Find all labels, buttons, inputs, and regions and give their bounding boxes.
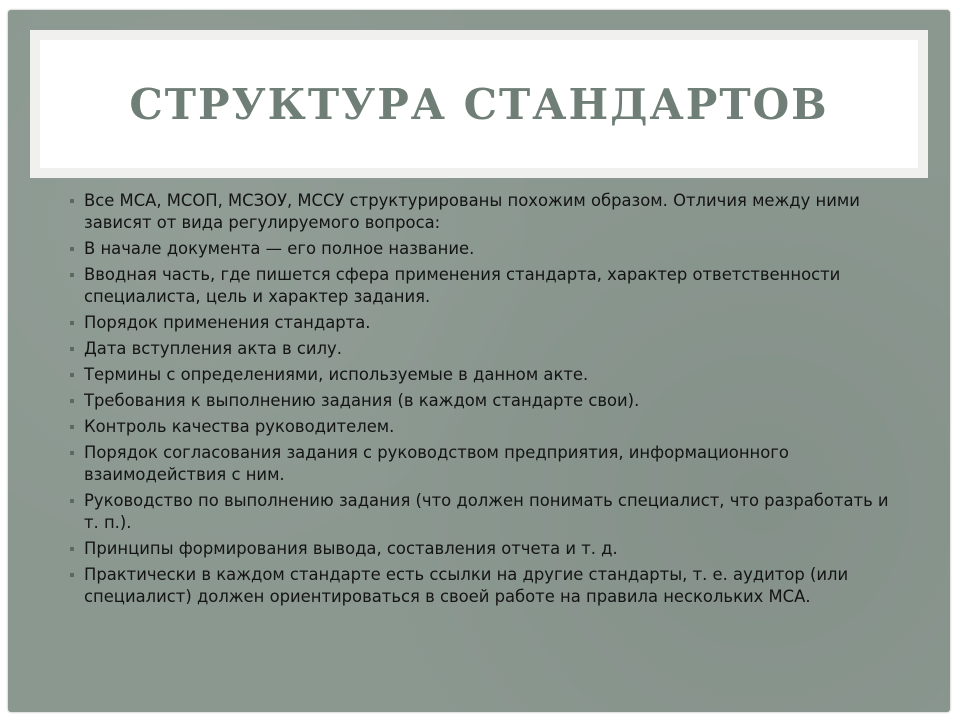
bullet-square-icon (70, 199, 74, 203)
bullet-item (70, 490, 900, 534)
bullet-text: Термины с определениями, используемые в данном акте. (84, 365, 589, 384)
bullet-square-icon (70, 347, 74, 351)
bullet-text: Порядок согласования задания с руководством предприятия, информационного взаимодействия с ним. (84, 443, 789, 484)
slide-title: СТРУКТУРА СТАНДАРТОВ (129, 79, 829, 129)
slide (8, 10, 950, 712)
bullet-item (70, 564, 900, 608)
bullet-text: Порядок применения стандарта. (84, 313, 371, 332)
bullet-item (70, 416, 900, 438)
bullet-item (70, 190, 900, 234)
bullet-item (70, 364, 900, 386)
bullet-item (70, 538, 900, 560)
bullet-square-icon (70, 451, 74, 455)
bullet-text: Принципы формирования вывода, составления отчета и т. д. (84, 539, 618, 558)
bullet-item (70, 264, 900, 308)
bullet-square-icon (70, 573, 74, 577)
bullet-text: Вводная часть, где пишется сфера применения стандарта, характер ответственности специалиста, цель и характер задания. (84, 265, 841, 306)
bullet-text: Контроль качества руководителем. (84, 417, 395, 436)
bullet-square-icon (70, 499, 74, 503)
bullet-list (70, 190, 900, 612)
bullet-item (70, 312, 900, 334)
bullet-square-icon (70, 373, 74, 377)
bullet-square-icon (70, 247, 74, 251)
bullet-text: Требования к выполнению задания (в каждом стандарте свои). (84, 391, 640, 410)
bullet-text: Руководство по выполнению задания (что должен понимать специалист, что разработать и т. п.). (84, 491, 889, 532)
bullet-text: В начале документа — его полное название. (84, 239, 475, 258)
bullet-text: Все МСА, МСОП, МСЗОУ, МССУ структурированы похожим образом. Отличия между ними зависят от вида регулируемого вопроса: (84, 191, 860, 232)
title-box (40, 40, 918, 168)
bullet-text: Практически в каждом стандарте есть ссылки на другие стандарты, т. е. аудитор (или специалист) должен ориентироваться в своей работе на правила нескольких МСА. (84, 565, 849, 606)
bullet-square-icon (70, 425, 74, 429)
bullet-text: Дата вступления акта в силу. (84, 339, 342, 358)
bullet-item (70, 338, 900, 360)
bullet-square-icon (70, 399, 74, 403)
bullet-square-icon (70, 321, 74, 325)
bullet-item (70, 238, 900, 260)
bullet-item (70, 442, 900, 486)
title-frame (30, 30, 928, 178)
bullet-square-icon (70, 547, 74, 551)
bullet-item (70, 390, 900, 412)
bullet-square-icon (70, 273, 74, 277)
